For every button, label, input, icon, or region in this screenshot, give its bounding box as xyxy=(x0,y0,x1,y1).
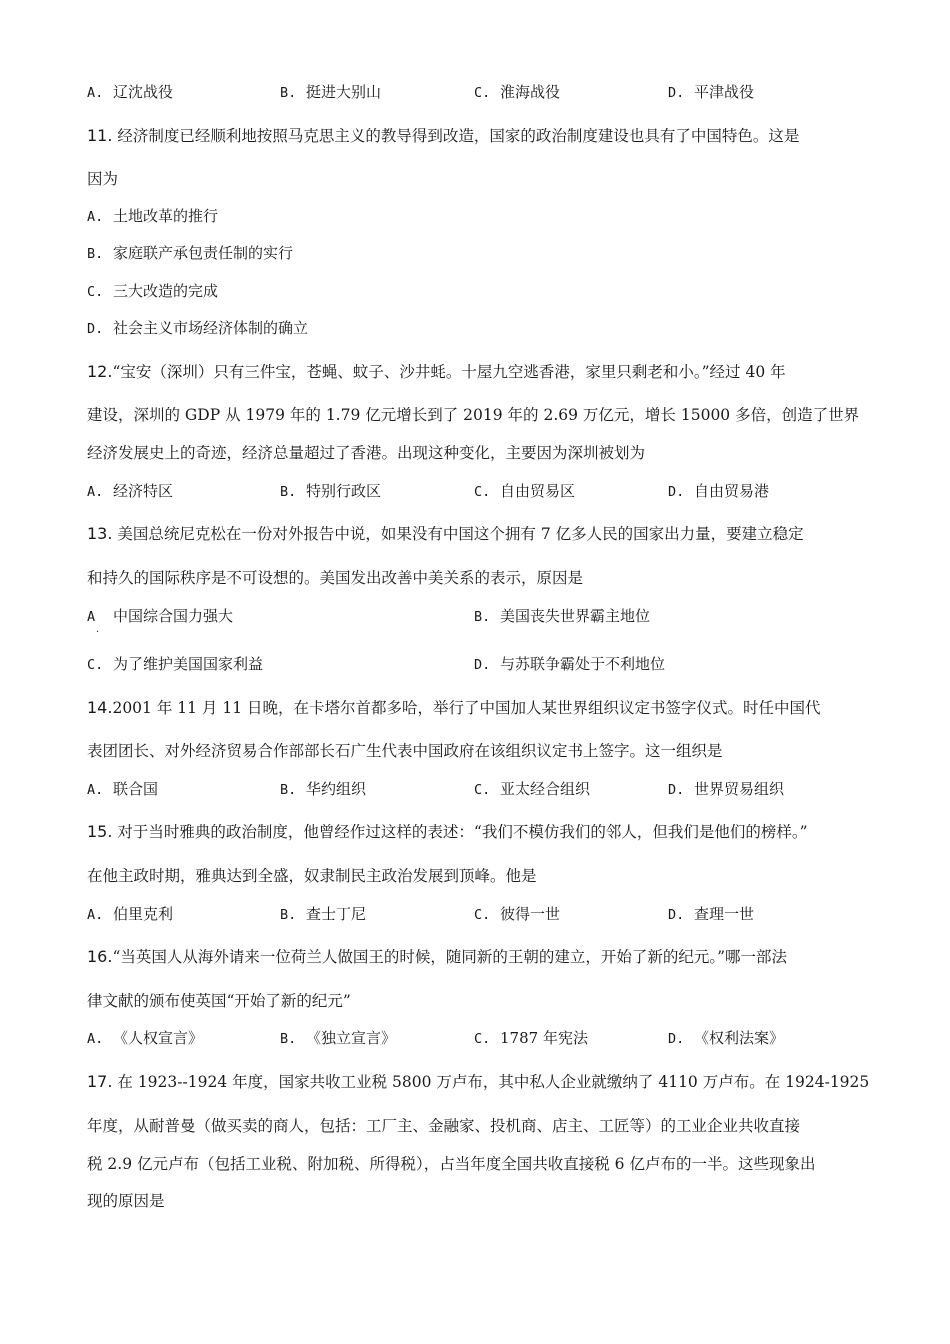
option-text: 辽沈战役 xyxy=(113,83,174,101)
q12-option-d[interactable] xyxy=(668,481,769,502)
option-text: 联合国 xyxy=(113,780,159,798)
option-text: 世界贸易组织 xyxy=(694,780,785,798)
option-label: C. xyxy=(474,782,491,798)
question-number: 15. xyxy=(87,822,113,841)
option-label: C. xyxy=(87,657,104,673)
q17-stem-line-3: 税 2.9 亿元卢布（包括工业税、附加税、所得税），占当年度全国共收直接税 6 亿卢布的一半。这些现象出 xyxy=(87,1155,816,1173)
q17-stem-line-4: 现的原因是 xyxy=(87,1192,165,1210)
q16-option-c[interactable] xyxy=(474,1028,588,1049)
option-text: 中国综合国力强大 xyxy=(113,607,234,625)
option-text: 特别行政区 xyxy=(306,482,382,500)
option-label: B. xyxy=(474,609,491,625)
q12-option-a[interactable] xyxy=(87,481,173,502)
question-text: 对于当时雅典的政治制度，他曾经作过这样的表述：“我们不模仿我们的邻人，但我们是他们的榜样。” xyxy=(117,823,808,841)
q10-option-c[interactable] xyxy=(474,82,560,103)
q17-stem-line-1 xyxy=(87,1072,869,1092)
option-label: A. xyxy=(87,85,104,101)
option-label: C. xyxy=(474,85,491,101)
option-label: B. xyxy=(280,782,297,798)
question-number: 16. xyxy=(87,947,113,966)
q14-option-d[interactable] xyxy=(668,779,784,800)
option-text: 挺进大别山 xyxy=(306,83,382,101)
q13-option-c[interactable] xyxy=(87,654,263,675)
option-text: 家庭联产承包责任制的实行 xyxy=(113,244,294,262)
option-text: 自由贸易区 xyxy=(500,482,576,500)
option-label: D. xyxy=(668,907,685,923)
q16-option-d[interactable] xyxy=(668,1028,784,1049)
q13-option-a[interactable] xyxy=(87,606,233,627)
q15-option-c[interactable] xyxy=(474,904,560,925)
q13-option-b[interactable] xyxy=(474,606,650,627)
q16-stem-line-2: 律文献的颁布使英国“开始了新的纪元” xyxy=(87,992,351,1010)
q11-stem-line-1 xyxy=(87,126,799,146)
q16-option-a[interactable] xyxy=(87,1028,203,1049)
option-label: C. xyxy=(474,484,491,500)
q15-option-a[interactable] xyxy=(87,904,173,925)
option-label: A. xyxy=(87,209,104,225)
q12-option-c[interactable] xyxy=(474,481,575,502)
option-text: 与苏联争霸处于不利地位 xyxy=(500,655,666,673)
option-text: 《人权宣言》 xyxy=(113,1029,204,1047)
option-label: B. xyxy=(280,1031,297,1047)
option-label: B. xyxy=(280,484,297,500)
option-text: 土地改革的推行 xyxy=(113,207,219,225)
option-label: D. xyxy=(474,657,491,673)
q11-option-d[interactable] xyxy=(87,318,308,339)
q13-stem-line-2: 和持久的国际秩序是不可设想的。美国发出改善中美关系的表示，原因是 xyxy=(87,569,584,587)
option-text: 伯里克利 xyxy=(113,905,174,923)
option-label: B. xyxy=(280,85,297,101)
q17-stem-line-2: 年度，从耐普曼（做买卖的商人，包括：工厂主、金融家、投机商、店主、工匠等）的工业企业共收直接 xyxy=(87,1117,801,1135)
q11-option-c[interactable] xyxy=(87,281,218,302)
question-text: 2001 年 11 月 11 日晚，在卡塔尔首都多哈，举行了中国加人某世界组织议定书签字仪式。时任中国代 xyxy=(112,699,821,717)
q15-stem-line-2: 在他主政时期，雅典达到全盛，奴隶制民主政治发展到顶峰。他是 xyxy=(87,867,537,885)
option-label: C. xyxy=(474,907,491,923)
option-label: B. xyxy=(280,907,297,923)
question-text: “宝安（深圳）只有三件宝，苍蝇、蚊子、沙井蚝。十屋九空逃香港，家里只剩老和小。”经过 40 年 xyxy=(112,363,786,381)
q12-stem-line-3: 经济发展史上的奇迹，经济总量超过了香港。出现这种变化，主要因为深圳被划为 xyxy=(87,444,646,462)
q14-stem-line-2: 表团团长、对外经济贸易合作部部长石广生代表中国政府在该组织议定书上签字。这一组织是 xyxy=(87,742,723,760)
option-label: A xyxy=(87,609,96,625)
question-text: 美国总统尼克松在一份对外报告中说，如果没有中国这个拥有 7 亿多人民的国家出力量，要建立稳定 xyxy=(117,525,804,543)
option-label: D. xyxy=(668,1031,685,1047)
option-label: D. xyxy=(668,484,685,500)
option-label: A. xyxy=(87,907,104,923)
q13-option-d[interactable] xyxy=(474,654,665,675)
question-number: 13. xyxy=(87,524,113,543)
stray-dot-mark: · xyxy=(96,627,100,638)
option-label: D. xyxy=(668,85,685,101)
question-text: 经济制度已经顺利地按照马克思主义的教导得到改造，国家的政治制度建设也具有了中国特色。这是 xyxy=(117,127,800,145)
option-label: A. xyxy=(87,1031,104,1047)
option-text: 经济特区 xyxy=(113,482,174,500)
q14-option-b[interactable] xyxy=(280,779,366,800)
q14-option-a[interactable] xyxy=(87,779,158,800)
option-label: B. xyxy=(87,246,104,262)
option-text: 华约组织 xyxy=(306,780,367,798)
q11-option-a[interactable] xyxy=(87,206,218,227)
q10-option-a[interactable] xyxy=(87,82,173,103)
option-text: 平津战役 xyxy=(694,83,755,101)
question-number: 14. xyxy=(87,698,113,717)
q13-stem-line-1 xyxy=(87,524,804,544)
q12-stem-line-1 xyxy=(87,362,786,382)
q14-option-c[interactable] xyxy=(474,779,590,800)
option-text: 为了维护美国国家利益 xyxy=(113,655,264,673)
question-number: 12. xyxy=(87,362,113,381)
q11-option-b[interactable] xyxy=(87,243,293,264)
option-text: 《权利法案》 xyxy=(694,1029,785,1047)
q15-option-b[interactable] xyxy=(280,904,366,925)
question-number: 17. xyxy=(87,1072,113,1091)
q15-stem-line-1 xyxy=(87,822,808,842)
option-text: 查士丁尼 xyxy=(306,905,367,923)
q16-stem-line-1 xyxy=(87,947,787,967)
option-label: D. xyxy=(87,321,104,337)
option-text: 三大改造的完成 xyxy=(113,282,219,300)
option-label: A. xyxy=(87,782,104,798)
option-text: 淮海战役 xyxy=(500,83,561,101)
q12-option-b[interactable] xyxy=(280,481,381,502)
option-text: 彼得一世 xyxy=(500,905,561,923)
option-text: 自由贸易港 xyxy=(694,482,770,500)
option-label: C. xyxy=(87,284,104,300)
option-text: 《独立宣言》 xyxy=(306,1029,397,1047)
option-label: A. xyxy=(87,484,104,500)
question-number: 11. xyxy=(87,126,113,145)
q16-option-b[interactable] xyxy=(280,1028,396,1049)
q14-stem-line-1 xyxy=(87,698,820,718)
question-text: 在 1923--1924 年度，国家共收工业税 5800 万卢布，其中私人企业就缴纳了 4110 万卢布。在 1924-1925 xyxy=(117,1073,870,1091)
option-text: 美国丧失世界霸主地位 xyxy=(500,607,651,625)
q15-option-d[interactable] xyxy=(668,904,754,925)
question-text: “当英国人从海外请来一位荷兰人做国王的时候，随同新的王朝的建立，开始了新的纪元。”哪一部法 xyxy=(112,948,788,966)
q12-stem-line-2: 建设，深圳的 GDP 从 1979 年的 1.79 亿元增长到了 2019 年的 2.69 万亿元，增长 15000 多倍，创造了世界 xyxy=(87,406,860,424)
option-text: 亚太经合组织 xyxy=(500,780,591,798)
q11-stem-line-2: 因为 xyxy=(87,170,119,188)
option-text: 查理一世 xyxy=(694,905,755,923)
q10-option-d[interactable] xyxy=(668,82,754,103)
option-label: D. xyxy=(668,782,685,798)
option-text: 社会主义市场经济体制的确立 xyxy=(113,319,309,337)
q10-option-b[interactable] xyxy=(280,82,381,103)
option-label: C. xyxy=(474,1031,491,1047)
option-text: 1787 年宪法 xyxy=(500,1029,588,1047)
